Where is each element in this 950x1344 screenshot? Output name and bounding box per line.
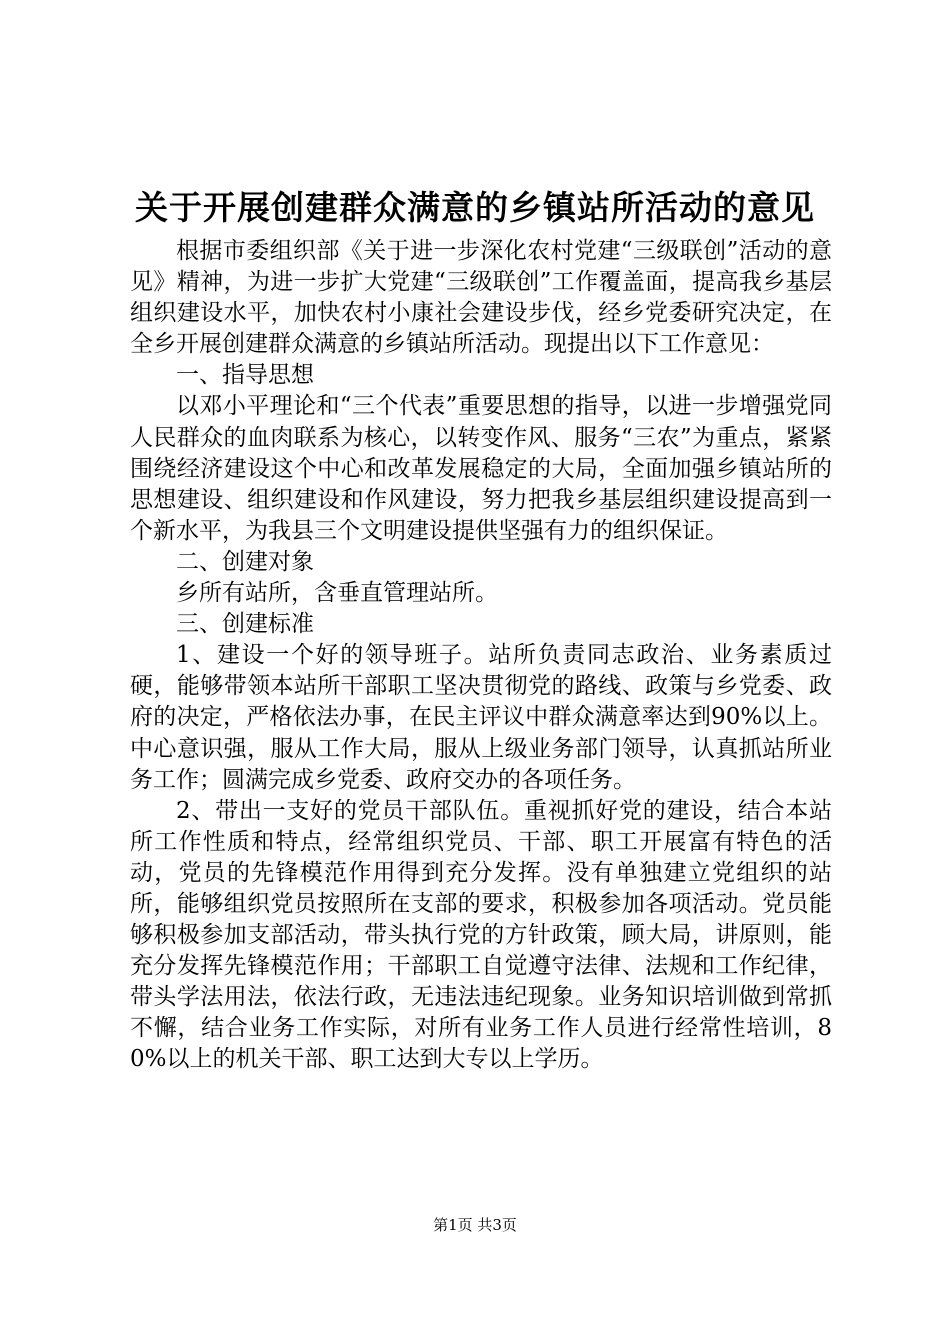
intro-paragraph: 根据市委组织部《关于进一步深化农村党建“三级联创”活动的意见》精神，为进一步扩大党建“三级联创”工作覆盖面，提高我乡基层组织建设水平，加快农村小康社会建设步伐，经乡党委研究决定，在全乡开展创建群众满意的乡镇站所活动。现提出以下工作意见： <box>130 238 832 358</box>
document-body <box>130 236 832 1076</box>
section-heading-guiding-thought: 一、指导思想 <box>176 362 314 389</box>
document-title: 关于开展创建群众满意的乡镇站所活动的意见 <box>135 188 815 227</box>
page-number-footer: 第1页 共3页 <box>433 1216 517 1234</box>
section-paragraph-standard-1: 1、建设一个好的领导班子。站所负责同志政治、业务素质过硬，能够带领本站所干部职工坚决贯彻党的路线、政策与乡党委、政府的决定，严格依法办事，在民主评议中群众满意率达到90%以上。中心意识强，服从工作大局，服从上级业务部门领导，认真抓站所业务工作；圆满完成乡党委、政府交办的各项任务。 <box>130 642 832 793</box>
section-paragraph-standard-2: 2、带出一支好的党员干部队伍。重视抓好党的建设，结合本站所工作性质和特点，经常组织党员、干部、职工开展富有特色的活动，党员的先锋模范作用得到充分发挥。没有单独建立党组织的站所，能够组织党员按照所在支部的要求，积极参加各项活动。党员能够积极参加支部活动，带头执行党的方针政策，顾大局，讲原则，能充分发挥先锋模范作用；干部职工自觉遵守法律、法规和工作纪律，带头学法用法，依法行政，无违法违纪现象。业务知识培训做到常抓不懈，结合业务工作实际，对所有业务工作人员进行经常性培训，80%以上的机关干部、职工达到大专以上学历。 <box>130 797 832 1073</box>
section-heading-targets: 二、创建对象 <box>176 548 314 575</box>
section-paragraph-guiding-thought: 以邓小平理论和“三个代表”重要思想的指导，以进一步增强党同人民群众的血肉联系为核心，以转变作风、服务“三农”为重点，紧紧围绕经济建设这个中心和改革发展稳定的大局，全面加强乡镇站所的思想建设、组织建设和作风建设，努力把我乡基层组织建设提高到一个新水平，为我县三个文明建设提供坚强有力的组织保证。 <box>130 393 832 544</box>
section-heading-standards: 三、创建标准 <box>176 611 314 638</box>
section-paragraph-targets: 乡所有站所，含垂直管理站所。 <box>176 580 498 607</box>
